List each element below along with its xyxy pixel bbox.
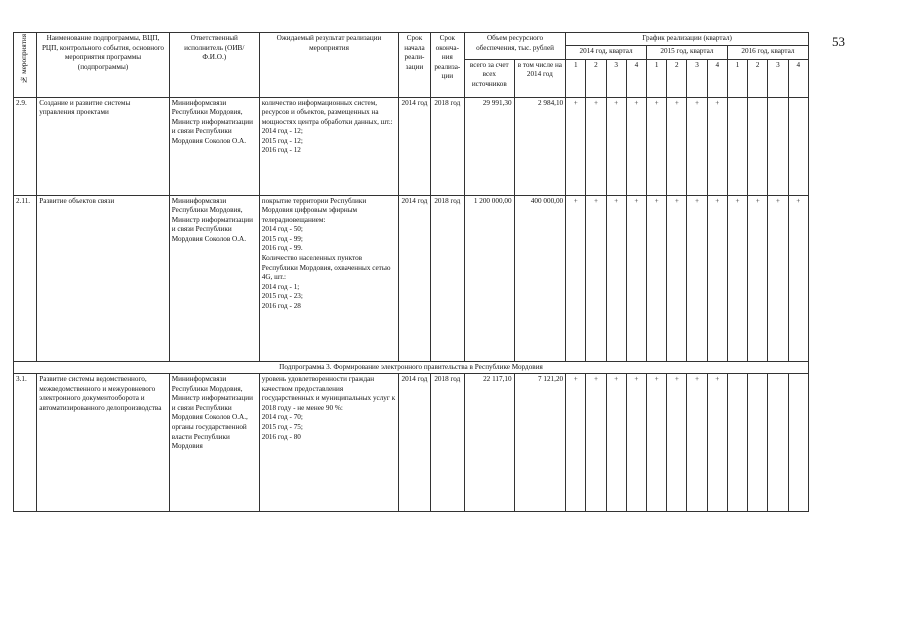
row-start: 2014 год [399, 374, 430, 512]
header-res-2014: в том числе на 2014 год [514, 59, 566, 97]
quarter-label: 2 [667, 59, 687, 97]
quarter-mark: + [606, 97, 626, 195]
header-res-all: всего за счет всех источников [465, 59, 515, 97]
subprogram-title: Подпрограмма 3. Формирование электронного правительства в Республике Мордовия [14, 361, 809, 374]
quarter-label: 3 [606, 59, 626, 97]
row-result: количество информационных систем, ресурсов и объектов, размещенных на мощностях центра обработки данных, шт.: 2014 год - 12; 2015 год - 12; 2016 год - 12 [259, 97, 399, 195]
quarter-mark [788, 374, 808, 512]
quarter-mark: + [606, 195, 626, 361]
header-year-2014: 2014 год, квартал [566, 45, 647, 59]
quarter-mark: + [748, 195, 768, 361]
quarter-label: 1 [647, 59, 667, 97]
quarter-mark [748, 97, 768, 195]
quarter-mark: + [707, 97, 727, 195]
quarter-mark [748, 374, 768, 512]
row-num: 2.9. [14, 97, 37, 195]
header-responsible: Ответственный исполнитель (ОИВ/ Ф.И.О.) [169, 33, 259, 98]
quarter-mark: + [586, 195, 606, 361]
quarter-mark: + [707, 374, 727, 512]
row-total: 29 991,30 [465, 97, 515, 195]
row-end: 2018 год [430, 195, 464, 361]
row-start: 2014 год [399, 97, 430, 195]
quarter-label: 4 [626, 59, 646, 97]
quarter-label: 1 [727, 59, 747, 97]
program-table [13, 32, 809, 512]
row-result: уровень удовлетворенности граждан качеством предоставления государственных и муниципальных услуг к 2018 году - не менее 90 %: 2014 год - 70; 2015 год - 75; 2016 год - 80 [259, 374, 399, 512]
row-start: 2014 год [399, 195, 430, 361]
quarter-mark: + [687, 374, 707, 512]
table-row [14, 374, 809, 512]
header-year-2015: 2015 год, квартал [647, 45, 728, 59]
quarter-mark: + [606, 374, 626, 512]
quarter-mark: + [687, 97, 707, 195]
row-2014: 7 121,20 [514, 374, 566, 512]
quarter-mark: + [647, 97, 667, 195]
header-result: Ожидаемый результат реализации мероприятия [259, 33, 399, 98]
quarter-mark: + [566, 374, 586, 512]
row-name: Развитие системы ведомственного, межведомственного и межуровневого электронного документооборота и автоматизированного делопроизводства [37, 374, 169, 512]
quarter-mark: + [687, 195, 707, 361]
row-name: Создание и развитие системы управления проектами [37, 97, 169, 195]
header-name: Наименование подпрограммы, ВЦП, РЦП, контрольного события, основного мероприятия программы (подпрограммы) [37, 33, 169, 98]
quarter-mark [768, 97, 788, 195]
quarter-label: 2 [586, 59, 606, 97]
row-responsible: Мининформсвязи Республики Мордовия, Министр информатизации и связи Республики Мордовия Соколов О.А. [169, 97, 259, 195]
row-end: 2018 год [430, 374, 464, 512]
header-end: Срок оконча-ния реализа-ции [430, 33, 464, 98]
quarter-mark: + [626, 195, 646, 361]
quarter-mark: + [788, 195, 808, 361]
header-start: Срок начала реали-зации [399, 33, 430, 98]
quarter-label: 1 [566, 59, 586, 97]
header-year-2016: 2016 год, квартал [727, 45, 808, 59]
quarter-mark: + [586, 374, 606, 512]
row-responsible: Мининформсвязи Республики Мордовия, Министр информатизации и связи Республики Мордовия Соколов О.А., органы государственной власти Республики Мордовия [169, 374, 259, 512]
row-responsible: Мининформсвязи Республики Мордовия, Министр информатизации и связи Республики Мордовия Соколов О.А. [169, 195, 259, 361]
subprogram-row [14, 361, 809, 374]
page-number: 53 [832, 34, 845, 49]
header-resources: Объем ресурсного обеспечения, тыс. рублей [465, 33, 566, 60]
row-2014: 400 000,00 [514, 195, 566, 361]
quarter-mark [768, 374, 788, 512]
quarter-mark: + [667, 374, 687, 512]
row-end: 2018 год [430, 97, 464, 195]
header-num-cell [14, 33, 37, 98]
quarter-label: 3 [687, 59, 707, 97]
quarter-mark: + [768, 195, 788, 361]
quarter-mark: + [647, 195, 667, 361]
quarter-mark: + [586, 97, 606, 195]
quarter-mark: + [626, 97, 646, 195]
quarter-mark: + [566, 97, 586, 195]
header-num: № мероприятия [20, 34, 29, 84]
quarter-label: 4 [707, 59, 727, 97]
quarter-mark: + [647, 374, 667, 512]
table-row [14, 97, 809, 195]
quarter-mark: + [566, 195, 586, 361]
table-row [14, 195, 809, 361]
quarter-mark [727, 374, 747, 512]
quarter-label: 2 [748, 59, 768, 97]
row-total: 1 200 000,00 [465, 195, 515, 361]
quarter-mark: + [707, 195, 727, 361]
quarter-mark: + [667, 97, 687, 195]
header-schedule: График реализации (квартал) [566, 33, 809, 46]
row-result: покрытие территории Республики Мордовия цифровым эфирным телерадиовещанием: 2014 год - 50; 2015 год - 99; 2016 год - 99. Количество населенных пунктов Республики Мордовия, охваченных сетью 4G, шт.: 2014 год - 1; 2015 год - 23; 2016 год - 28 [259, 195, 399, 361]
row-name: Развитие объектов связи [37, 195, 169, 361]
quarter-label: 4 [788, 59, 808, 97]
quarter-label: 3 [768, 59, 788, 97]
quarter-mark: + [727, 195, 747, 361]
quarter-mark: + [667, 195, 687, 361]
row-num: 3.1. [14, 374, 37, 512]
quarter-mark: + [626, 374, 646, 512]
row-num: 2.11. [14, 195, 37, 361]
quarter-mark [788, 97, 808, 195]
row-total: 22 117,10 [465, 374, 515, 512]
quarter-mark [727, 97, 747, 195]
row-2014: 2 984,10 [514, 97, 566, 195]
